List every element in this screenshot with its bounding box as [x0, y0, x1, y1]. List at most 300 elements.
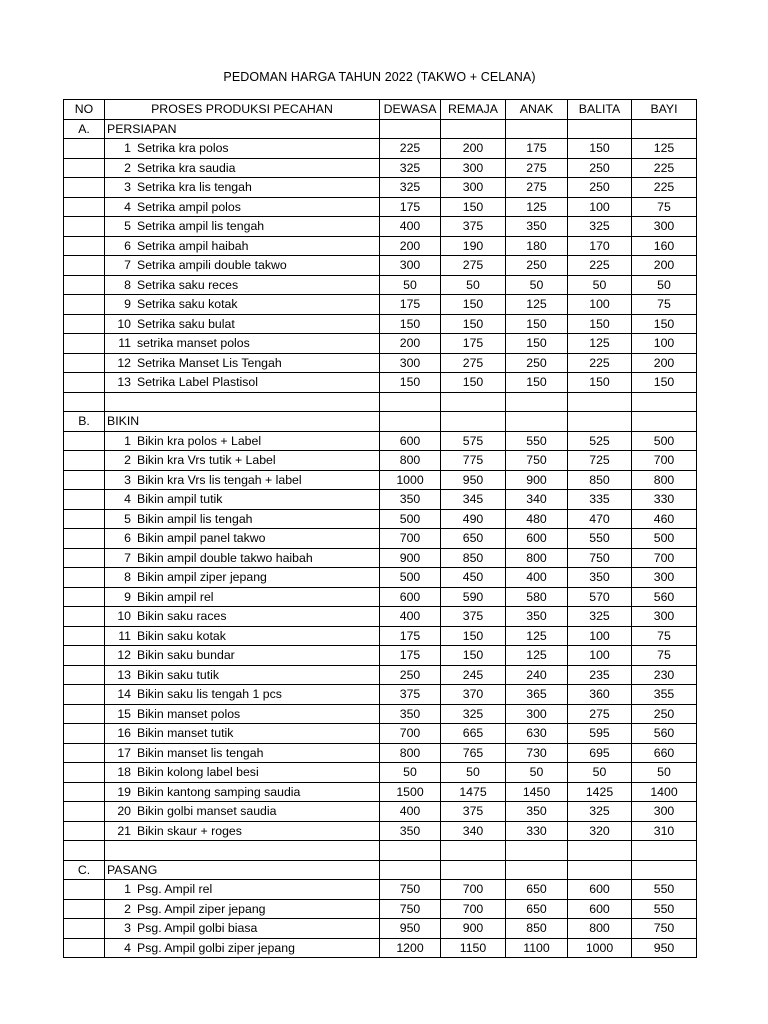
price-anak: 550: [506, 431, 568, 451]
price-anak: 180: [506, 236, 568, 256]
price-remaja: 190: [441, 236, 506, 256]
price-dewasa: 1000: [380, 470, 441, 490]
price-dewasa: 500: [380, 568, 441, 588]
price-balita: 250: [568, 158, 632, 178]
table-row: [64, 880, 697, 900]
price-remaja: 900: [441, 919, 506, 939]
item-number: 19: [117, 784, 131, 799]
header-row: [64, 100, 697, 120]
process-cell: [105, 139, 380, 159]
price-dewasa: 950: [380, 919, 441, 939]
price-balita: 595: [568, 724, 632, 744]
price-bayi: 800: [632, 470, 697, 490]
empty-cell: [64, 607, 105, 627]
table-row: [64, 158, 697, 178]
item-name: Bikin kra Vrs tutik + Label: [137, 453, 276, 467]
price-remaja: 665: [441, 724, 506, 744]
price-dewasa: 700: [380, 724, 441, 744]
empty-cell: [506, 119, 568, 139]
table-row: [64, 685, 697, 705]
process-cell: [105, 802, 380, 822]
item-name: Bikin manset tutik: [137, 726, 234, 740]
item-number: 8: [124, 277, 131, 292]
item-number: 12: [117, 648, 131, 662]
item-number: 7: [124, 258, 131, 272]
price-balita: 125: [568, 334, 632, 354]
table-row: [64, 782, 697, 802]
price-dewasa: 250: [380, 665, 441, 685]
item-name: Bikin ampil panel takwo: [137, 531, 266, 545]
price-dewasa: 150: [380, 373, 441, 393]
process-cell: [105, 217, 380, 237]
price-remaja: 850: [441, 548, 506, 568]
table-row: [64, 373, 697, 393]
empty-cell: [64, 724, 105, 744]
empty-cell: [64, 743, 105, 763]
price-anak: 650: [506, 899, 568, 919]
price-balita: 470: [568, 509, 632, 529]
price-dewasa: 400: [380, 607, 441, 627]
price-anak: 1100: [506, 938, 568, 958]
price-remaja: 300: [441, 158, 506, 178]
empty-cell: [64, 451, 105, 471]
price-anak: 480: [506, 509, 568, 529]
empty-cell: [506, 412, 568, 432]
item-number: 14: [117, 687, 131, 701]
process-cell: [105, 782, 380, 802]
table-body: [64, 119, 697, 958]
table-row: [64, 139, 697, 159]
item-name: Bikin kra polos + Label: [137, 433, 262, 448]
empty-cell: [64, 392, 105, 412]
price-remaja: 325: [441, 704, 506, 724]
table-row: [64, 763, 697, 783]
header-no: NO: [64, 100, 105, 120]
empty-cell: [568, 412, 632, 432]
empty-cell: [380, 860, 441, 880]
process-cell: [105, 899, 380, 919]
price-balita: 600: [568, 899, 632, 919]
price-anak: 125: [506, 295, 568, 315]
price-dewasa: 50: [380, 275, 441, 295]
price-anak: 250: [506, 256, 568, 276]
empty-cell: [64, 685, 105, 705]
price-balita: 225: [568, 256, 632, 276]
price-bayi: 300: [632, 217, 697, 237]
price-remaja: 765: [441, 743, 506, 763]
empty-cell: [64, 704, 105, 724]
price-bayi: 125: [632, 139, 697, 159]
table-row: [64, 314, 697, 334]
item-name: Psg. Ampil rel: [137, 882, 213, 896]
price-balita: 325: [568, 607, 632, 627]
price-bayi: 700: [632, 451, 697, 471]
item-name: Setrika kra saudia: [137, 160, 236, 175]
table-row: [64, 607, 697, 627]
price-anak: 400: [506, 568, 568, 588]
item-name: Bikin ampil ziper jepang: [137, 570, 267, 584]
price-dewasa: 325: [380, 158, 441, 178]
item-name: Bikin saku races: [137, 609, 227, 623]
item-number: 2: [124, 901, 131, 916]
section-row: [64, 860, 697, 880]
price-dewasa: 750: [380, 880, 441, 900]
price-remaja: 375: [441, 607, 506, 627]
price-dewasa: 750: [380, 899, 441, 919]
header-bayi: BAYI: [632, 100, 697, 120]
price-remaja: 300: [441, 178, 506, 198]
price-balita: 170: [568, 236, 632, 256]
price-bayi: 150: [632, 373, 697, 393]
empty-cell: [64, 646, 105, 666]
process-cell: [105, 763, 380, 783]
table-row: [64, 587, 697, 607]
table-row: [64, 724, 697, 744]
process-cell: [105, 919, 380, 939]
price-balita: 100: [568, 626, 632, 646]
item-number: 15: [117, 706, 131, 721]
section-no: B.: [64, 412, 105, 432]
empty-cell: [632, 412, 697, 432]
price-bayi: 225: [632, 158, 697, 178]
process-cell: [105, 256, 380, 276]
process-cell: [105, 880, 380, 900]
price-dewasa: 175: [380, 646, 441, 666]
process-cell: [105, 431, 380, 451]
item-number: 1: [124, 882, 131, 896]
price-anak: 125: [506, 197, 568, 217]
price-balita: 1425: [568, 782, 632, 802]
empty-cell: [632, 841, 697, 861]
price-bayi: 230: [632, 665, 697, 685]
empty-cell: [64, 782, 105, 802]
empty-cell: [441, 392, 506, 412]
item-number: 13: [117, 667, 131, 682]
price-anak: 175: [506, 139, 568, 159]
price-dewasa: 1200: [380, 938, 441, 958]
empty-cell: [64, 529, 105, 549]
price-dewasa: 600: [380, 431, 441, 451]
price-dewasa: 200: [380, 334, 441, 354]
item-number: 3: [124, 180, 131, 194]
price-bayi: 75: [632, 646, 697, 666]
price-dewasa: 175: [380, 295, 441, 315]
blank-row: [64, 392, 697, 412]
price-remaja: 340: [441, 821, 506, 841]
item-name: Bikin kra Vrs lis tengah + label: [137, 472, 302, 487]
table-row: [64, 938, 697, 958]
price-remaja: 50: [441, 275, 506, 295]
price-remaja: 490: [441, 509, 506, 529]
price-bayi: 700: [632, 548, 697, 568]
table-row: [64, 899, 697, 919]
empty-cell: [64, 665, 105, 685]
item-name: Bikin ampil lis tengah: [137, 511, 253, 526]
price-remaja: 775: [441, 451, 506, 471]
item-name: Bikin saku tutik: [137, 667, 220, 682]
header-dewasa: DEWASA: [380, 100, 441, 120]
process-cell: [105, 587, 380, 607]
price-balita: 850: [568, 470, 632, 490]
table-row: [64, 529, 697, 549]
empty-cell: [568, 841, 632, 861]
empty-cell: [64, 334, 105, 354]
item-number: 12: [117, 355, 131, 370]
price-dewasa: 50: [380, 763, 441, 783]
process-cell: [105, 470, 380, 490]
price-balita: 150: [568, 373, 632, 393]
item-number: 9: [124, 297, 131, 311]
item-number: 5: [124, 219, 131, 233]
price-anak: 350: [506, 802, 568, 822]
price-bayi: 50: [632, 275, 697, 295]
price-anak: 125: [506, 626, 568, 646]
item-name: setrika manset polos: [137, 336, 250, 350]
process-cell: [105, 490, 380, 510]
item-number: 10: [117, 609, 131, 623]
item-number: 4: [124, 199, 131, 214]
price-remaja: 1475: [441, 782, 506, 802]
empty-cell: [380, 119, 441, 139]
price-dewasa: 800: [380, 743, 441, 763]
price-bayi: 75: [632, 626, 697, 646]
process-cell: [105, 236, 380, 256]
item-number: 4: [124, 940, 131, 955]
empty-cell: [64, 919, 105, 939]
price-remaja: 700: [441, 899, 506, 919]
item-name: Setrika saku bulat: [137, 316, 235, 331]
empty-cell: [632, 860, 697, 880]
empty-cell: [64, 509, 105, 529]
item-name: Bikin saku bundar: [137, 648, 235, 662]
item-name: Bikin golbi manset saudia: [137, 804, 277, 818]
table-row: [64, 236, 697, 256]
empty-cell: [64, 470, 105, 490]
empty-cell: [380, 392, 441, 412]
price-anak: 630: [506, 724, 568, 744]
price-anak: 50: [506, 763, 568, 783]
price-bayi: 950: [632, 938, 697, 958]
table-row: [64, 704, 697, 724]
empty-cell: [568, 119, 632, 139]
process-cell: [105, 548, 380, 568]
empty-cell: [506, 860, 568, 880]
header-remaja: REMAJA: [441, 100, 506, 120]
price-dewasa: 200: [380, 236, 441, 256]
empty-cell: [64, 236, 105, 256]
price-remaja: 150: [441, 373, 506, 393]
process-cell: [105, 178, 380, 198]
section-label: BIKIN: [105, 412, 380, 432]
price-dewasa: 400: [380, 802, 441, 822]
process-cell: [105, 334, 380, 354]
price-anak: 150: [506, 314, 568, 334]
price-anak: 300: [506, 704, 568, 724]
item-name: Psg. Ampil golbi biasa: [137, 921, 258, 935]
price-dewasa: 800: [380, 451, 441, 471]
price-anak: 350: [506, 217, 568, 237]
item-name: Bikin manset lis tengah: [137, 745, 264, 760]
item-number: 5: [124, 511, 131, 526]
price-anak: 650: [506, 880, 568, 900]
item-number: 1: [124, 433, 131, 448]
price-balita: 225: [568, 353, 632, 373]
item-number: 7: [124, 550, 131, 565]
process-cell: [105, 821, 380, 841]
price-remaja: 590: [441, 587, 506, 607]
price-balita: 800: [568, 919, 632, 939]
item-name: Bikin kolong label besi: [137, 765, 259, 779]
item-name: Setrika Manset Lis Tengah: [137, 355, 282, 370]
process-cell: [105, 607, 380, 627]
process-cell: [105, 529, 380, 549]
empty-cell: [64, 899, 105, 919]
price-bayi: 330: [632, 490, 697, 510]
price-balita: 320: [568, 821, 632, 841]
price-remaja: 150: [441, 197, 506, 217]
price-anak: 275: [506, 178, 568, 198]
empty-cell: [64, 763, 105, 783]
item-number: 6: [124, 238, 131, 253]
process-cell: [105, 295, 380, 315]
empty-cell: [64, 431, 105, 451]
empty-cell: [568, 392, 632, 412]
price-remaja: 150: [441, 295, 506, 315]
price-bayi: 500: [632, 529, 697, 549]
empty-cell: [64, 373, 105, 393]
empty-cell: [64, 178, 105, 198]
price-bayi: 550: [632, 880, 697, 900]
price-anak: 125: [506, 646, 568, 666]
table-row: [64, 275, 697, 295]
empty-cell: [64, 139, 105, 159]
price-balita: 325: [568, 217, 632, 237]
table-row: [64, 217, 697, 237]
price-anak: 150: [506, 373, 568, 393]
price-anak: 150: [506, 334, 568, 354]
price-balita: 725: [568, 451, 632, 471]
price-bayi: 310: [632, 821, 697, 841]
empty-cell: [64, 587, 105, 607]
item-name: Setrika ampili double takwo: [137, 258, 287, 272]
price-balita: 550: [568, 529, 632, 549]
section-label: PASANG: [105, 860, 380, 880]
price-balita: 750: [568, 548, 632, 568]
process-cell: [105, 665, 380, 685]
table-row: [64, 197, 697, 217]
empty-cell: [64, 256, 105, 276]
price-bayi: 1400: [632, 782, 697, 802]
price-balita: 100: [568, 646, 632, 666]
price-dewasa: 350: [380, 490, 441, 510]
process-cell: [105, 158, 380, 178]
item-name: Psg. Ampil golbi ziper jepang: [137, 940, 295, 955]
empty-cell: [64, 158, 105, 178]
price-anak: 730: [506, 743, 568, 763]
price-dewasa: 900: [380, 548, 441, 568]
price-remaja: 370: [441, 685, 506, 705]
table-row: [64, 919, 697, 939]
item-number: 3: [124, 921, 131, 935]
price-dewasa: 175: [380, 197, 441, 217]
item-number: 13: [117, 375, 131, 389]
price-remaja: 275: [441, 353, 506, 373]
price-balita: 100: [568, 197, 632, 217]
table-row: [64, 802, 697, 822]
price-bayi: 100: [632, 334, 697, 354]
price-bayi: 300: [632, 568, 697, 588]
item-number: 20: [117, 804, 131, 818]
price-balita: 150: [568, 139, 632, 159]
price-balita: 1000: [568, 938, 632, 958]
empty-cell: [64, 568, 105, 588]
price-balita: 335: [568, 490, 632, 510]
price-balita: 570: [568, 587, 632, 607]
section-label: PERSIAPAN: [105, 119, 380, 139]
process-cell: [105, 314, 380, 334]
price-anak: 330: [506, 821, 568, 841]
price-remaja: 1150: [441, 938, 506, 958]
empty-cell: [506, 392, 568, 412]
item-name: Setrika saku kotak: [137, 297, 238, 311]
price-remaja: 375: [441, 802, 506, 822]
item-number: 3: [124, 472, 131, 487]
price-bayi: 50: [632, 763, 697, 783]
item-name: Setrika Label Plastisol: [137, 375, 258, 389]
table-row: [64, 490, 697, 510]
table-row: [64, 353, 697, 373]
price-bayi: 250: [632, 704, 697, 724]
item-number: 2: [124, 453, 131, 467]
price-anak: 850: [506, 919, 568, 939]
price-balita: 50: [568, 763, 632, 783]
item-name: Bikin kantong samping saudia: [137, 784, 301, 799]
price-bayi: 560: [632, 724, 697, 744]
process-cell: [105, 373, 380, 393]
price-balita: 275: [568, 704, 632, 724]
table-row: [64, 334, 697, 354]
price-anak: 350: [506, 607, 568, 627]
item-number: 1: [124, 141, 131, 155]
empty-cell: [380, 412, 441, 432]
price-bayi: 200: [632, 353, 697, 373]
price-dewasa: 600: [380, 587, 441, 607]
price-dewasa: 700: [380, 529, 441, 549]
table-row: [64, 256, 697, 276]
price-balita: 150: [568, 314, 632, 334]
item-name: Setrika ampil polos: [137, 199, 241, 214]
empty-cell: [105, 392, 380, 412]
price-dewasa: 375: [380, 685, 441, 705]
price-anak: 1450: [506, 782, 568, 802]
price-remaja: 700: [441, 880, 506, 900]
price-bayi: 75: [632, 295, 697, 315]
empty-cell: [568, 860, 632, 880]
price-balita: 360: [568, 685, 632, 705]
price-bayi: 500: [632, 431, 697, 451]
item-number: 2: [124, 160, 131, 175]
price-dewasa: 500: [380, 509, 441, 529]
price-remaja: 275: [441, 256, 506, 276]
item-name: Setrika ampil haibah: [137, 238, 249, 253]
price-balita: 695: [568, 743, 632, 763]
price-balita: 235: [568, 665, 632, 685]
empty-cell: [441, 412, 506, 432]
price-table: [63, 99, 697, 958]
process-cell: [105, 704, 380, 724]
item-number: 8: [124, 570, 131, 584]
item-name: Bikin skaur + roges: [137, 823, 242, 838]
